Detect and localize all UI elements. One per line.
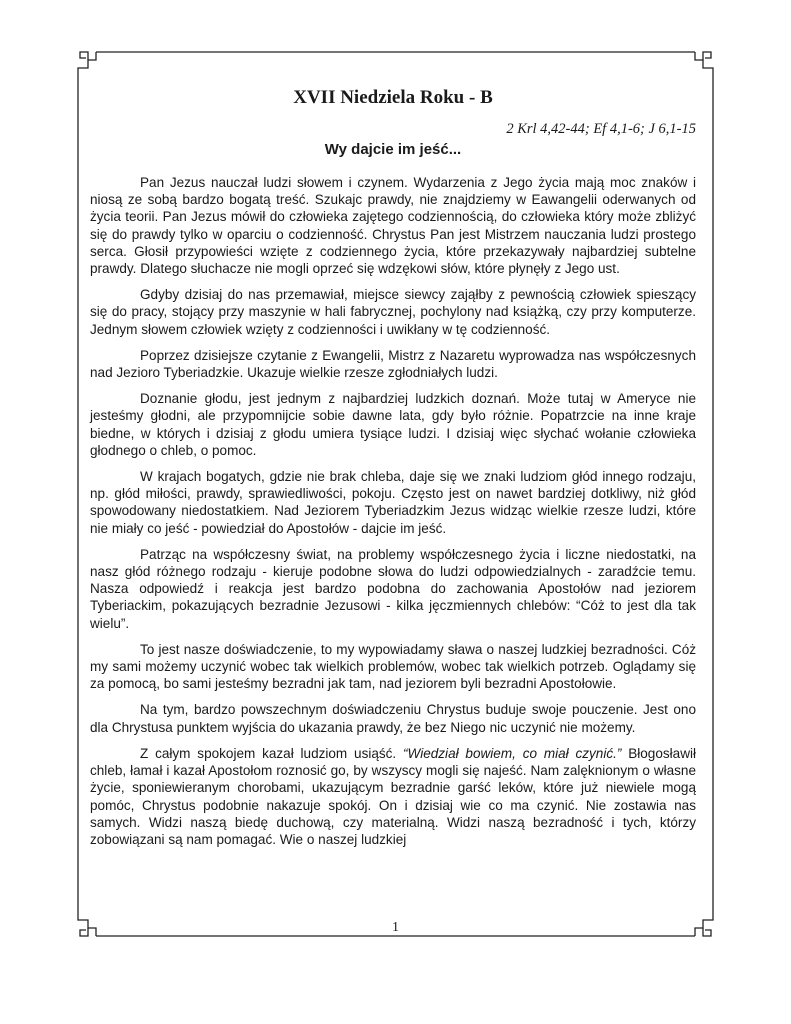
page-title: XVII Niedziela Roku - B	[293, 87, 493, 108]
paragraph-5: W krajach bogatych, gdzie nie brak chleba, daje się we znaki ludziom głód innego rodzaju, np. głód miłości, prawdy, sprawiedliwości, pokoju. Często jest on nawet bardziej dotkliwy, niż głód spowodowany niedostatkiem. Nad Jeziorem Tyberiadzkim Jezus widząc wielkie rzesze ludzi, które nie miały co jeść - powiedział do Apostołów - dajcie im jeść.	[90, 469, 696, 536]
paragraph-6: Patrząc na współczesny świat, na problemy współczesnego życia i liczne niedostatki, na nasz głód różnego rodzaju - kieruje podobne słowa do ludzi odpowiedzialnych - zaradźcie temu. Nasza odpowiedź i reakcja jest bardzo podobna do zachowania Apostołów nad jeziorem Tyberiackim, pokazujących bezradnie Jezusowi - kilka jęczmiennych chlebów: “Cóż to jest dla tak wielu”.	[90, 546, 696, 631]
paragraph-9	[90, 745, 696, 848]
paragraph-4: Doznanie głodu, jest jednym z najbardziej ludzkich doznań. Może tutaj w Ameryce nie jesteśmy głodni, ale przypomnijcie sobie dawne lata, gdy było różnie. Popatrzcie na inne kraje biedne, w których i dzisiaj z głodu umiera tysiące ludzi. I dzisiaj więc słychać wołanie człowieka głodnego o chleb, o pomoc.	[90, 391, 696, 458]
paragraph-9-quote: “Wiedział bowiem, co miał czynić.”	[403, 745, 622, 761]
scripture-reference: 2 Krl 4,42-44; Ef 4,1-6; J 6,1-15	[506, 121, 696, 137]
paragraph-9-rest: Błogosławił chleb, łamał i kazał Apostołom roznosić go, by wszyscy mogli się najeść. Nam zalęknionym o własne życie, sponiewieranym chorobami, ukazującym bezradnie garść leków, które już niewiele mogą pomóc, Chrystus podobnie nakazuje spokój. On i dzisiaj wie co ma czynić. Nie zostawia nas samych. Widzi naszą biedę duchową, czy materialną. Widzi naszą bezradność i tych, którzy zobowiązani są nam pomagać. Wie o naszej ludzkiej	[90, 745, 696, 847]
paragraph-8: Na tym, bardzo powszechnym doświadczeniu Chrystus buduje swoje pouczenie. Jest ono dla Chrystusa punktem wyjścia do ukazania prawdy, że bez Niego nic uczynić nie możemy.	[90, 702, 696, 735]
paragraph-1: Pan Jezus nauczał ludzi słowem i czynem. Wydarzenia z Jego życia mają moc znaków i niosą ze sobą bardzo bogatą treść. Szukajc prawdy, nie znajdziemy w Eawangelii oderwanych od życia teorii. Pan Jezus mówił do człowieka zajętego codziennością, do człowieka który może zbliżyć się do prawdy tylko w oparciu o codzienność. Chrystus Pan jest Mistrzem nauczania ludzi prostego serca. Głosił przypowieści wzięte z codziennego życia, które przekazywały najbardziej subtelne prawdy. Dlatego słuchacze nie mogli oprzeć się wdzękowi słów, które płynęły z Jego ust.	[90, 175, 696, 277]
paragraph-7: To jest nasze doświadczenie, to my wypowiadamy sława o naszej ludzkiej bezradności. Cóż my sami możemy uczynić wobec tak wielkich problemów, wobec tak wielkich potrzeb. Oglądamy się za pomocą, bo sami jesteśmy bezradni jak tam, nad jeziorem byli bezradni Apostołowie.	[90, 641, 696, 692]
page-content	[90, 86, 696, 857]
page-number: 1	[392, 920, 399, 935]
paragraph-9-lead: Z całym spokojem kazał ludziom usiąść.	[140, 745, 404, 761]
paragraph-2: Gdyby dzisiaj do nas przemawiał, miejsce siewcy zająłby z pewnością człowiek spieszący się do pracy, stojący przy maszynie w hali fabrycznej, pochylony nad książką, czy przy komputerze. Jednym słowem człowiek wzięty z codzienności i uwikłany w tę codzienność.	[90, 287, 696, 337]
paragraph-3: Poprzez dzisiejsze czytanie z Ewangelii, Mistrz z Nazaretu wyprowadza nas współczesnych nad Jezioro Tyberiadzkie. Ukazuje wielkie rzesze zgłodniałych ludzi.	[90, 347, 696, 381]
homily-subtitle: Wy dajcie im jeść...	[324, 141, 462, 158]
homily-body	[90, 174, 696, 848]
